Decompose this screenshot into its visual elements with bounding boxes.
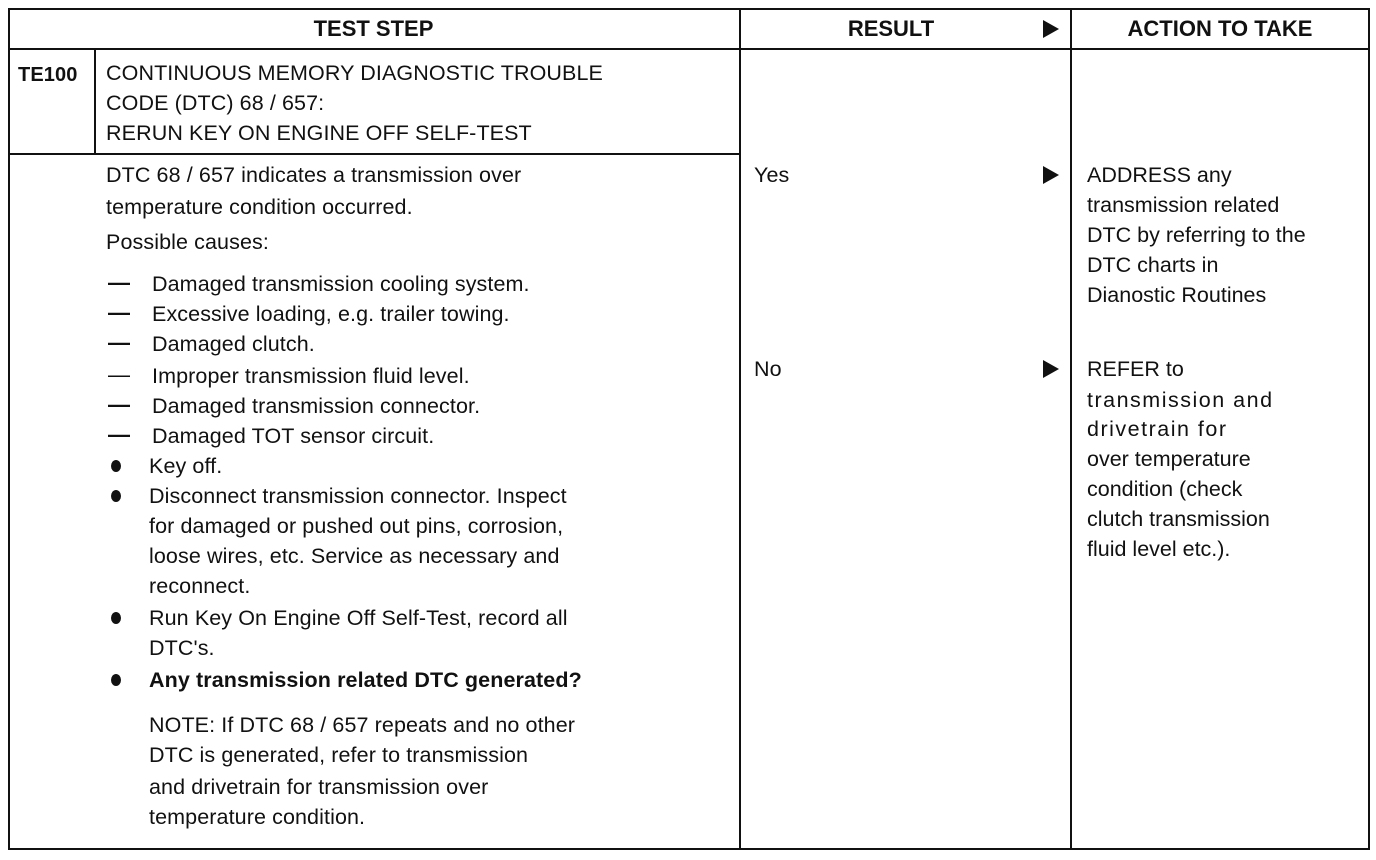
- procedure-step: loose wires, etc. Service as necessary and: [149, 544, 560, 568]
- action-no-line: clutch transmission: [1087, 507, 1270, 531]
- result-column-divider: [739, 8, 741, 850]
- header-divider: [8, 48, 1370, 50]
- action-no-line: fluid level etc.).: [1087, 537, 1231, 561]
- procedure-step: reconnect.: [149, 574, 251, 598]
- step-title-divider: [8, 153, 741, 155]
- intro-line-1: DTC 68 / 657 indicates a transmission over: [106, 163, 522, 187]
- bullet-icon: [111, 460, 121, 472]
- cause-item: Damaged transmission connector.: [152, 394, 481, 418]
- action-yes-line: transmission related: [1087, 193, 1280, 217]
- step-id: TE100: [18, 64, 78, 86]
- procedure-step: Disconnect transmission connector. Inspect: [149, 484, 567, 508]
- procedure-step: DTC's.: [149, 636, 215, 660]
- top-border: [8, 8, 1370, 10]
- cause-dash: —: [108, 422, 130, 447]
- step-title-line-2: CODE (DTC) 68 / 657:: [106, 91, 325, 115]
- note-line: and drivetrain for transmission over: [149, 775, 489, 799]
- note-line: DTC is generated, refer to transmission: [149, 743, 529, 767]
- cause-dash: —: [108, 300, 130, 325]
- diagnostic-table: [8, 8, 1370, 850]
- action-yes-line: Dianostic Routines: [1087, 283, 1267, 307]
- procedure-step: for damaged or pushed out pins, corrosion,: [149, 514, 564, 538]
- right-border: [1368, 8, 1370, 850]
- bullet-icon: [111, 612, 121, 624]
- step-title-line-1: CONTINUOUS MEMORY DIAGNOSTIC TROUBLE: [106, 61, 603, 85]
- action-no-line: REFER to: [1087, 357, 1184, 381]
- result-no: No: [754, 357, 782, 381]
- cause-dash: —: [108, 392, 130, 417]
- result-no-arrow-icon: [1043, 360, 1059, 378]
- procedure-step: Run Key On Engine Off Self-Test, record all: [149, 606, 568, 630]
- cause-item: Damaged TOT sensor circuit.: [152, 424, 435, 448]
- bullet-icon: [111, 674, 121, 686]
- bullet-icon: [111, 490, 121, 502]
- action-no-line: drivetrain for: [1087, 417, 1228, 441]
- note-line: NOTE: If DTC 68 / 657 repeats and no other: [149, 713, 576, 737]
- cause-item: Damaged transmission cooling system.: [152, 272, 530, 296]
- intro-line-2: temperature condition occurred.: [106, 195, 413, 219]
- bottom-border: [8, 848, 1370, 850]
- left-border: [8, 8, 10, 850]
- note-line: temperature condition.: [149, 805, 366, 829]
- step-title-line-3: RERUN KEY ON ENGINE OFF SELF-TEST: [106, 121, 532, 145]
- procedure-question: Any transmission related DTC generated?: [149, 668, 582, 692]
- cause-dash: —: [108, 270, 130, 295]
- header-arrow-icon: [1043, 20, 1059, 38]
- action-no-line: over temperature: [1087, 447, 1251, 471]
- cause-item: Damaged clutch.: [152, 332, 315, 356]
- action-yes-line: ADDRESS any: [1087, 163, 1232, 187]
- header-test-step: TEST STEP: [313, 16, 434, 41]
- action-yes-line: DTC charts in: [1087, 253, 1219, 277]
- cause-item: Excessive loading, e.g. trailer towing.: [152, 302, 510, 326]
- cause-dash: —: [108, 362, 130, 387]
- possible-causes-label: Possible causes:: [106, 230, 269, 254]
- result-yes: Yes: [754, 163, 790, 187]
- result-yes-arrow-icon: [1043, 166, 1059, 184]
- cause-dash: —: [108, 330, 130, 355]
- action-no-line: transmission and: [1087, 388, 1274, 412]
- header-result: RESULT: [847, 16, 935, 41]
- action-yes-line: DTC by referring to the: [1087, 223, 1306, 247]
- action-no-line: condition (check: [1087, 477, 1243, 501]
- cause-item: Improper transmission fluid level.: [152, 364, 470, 388]
- procedure-step: Key off.: [149, 454, 223, 478]
- step-id-divider: [94, 48, 96, 154]
- action-column-divider: [1070, 8, 1072, 850]
- header-action: ACTION TO TAKE: [1127, 16, 1313, 41]
